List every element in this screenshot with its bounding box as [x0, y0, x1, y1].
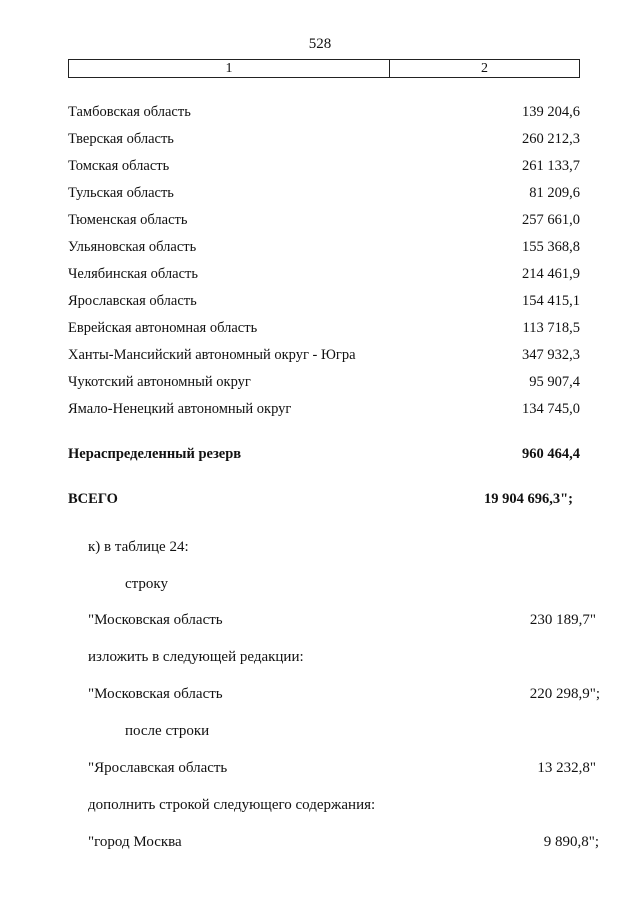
row-after-name: "Ярославская область — [88, 760, 228, 776]
row-old-value: 230 189,7" — [529, 612, 596, 628]
row-added-value: 9 890,8"; — [543, 834, 599, 850]
region-value: 257 661,0 — [522, 212, 580, 228]
region-name: Челябинская область — [68, 266, 198, 282]
amendment-line-after: после строки — [125, 723, 210, 739]
region-name: Тульская область — [68, 185, 174, 201]
region-name: Тюменская область — [68, 212, 188, 228]
region-name: Ульяновская область — [68, 239, 197, 255]
region-name: Ямало-Ненецкий автономный округ — [68, 401, 292, 417]
region-value: 81 209,6 — [529, 185, 580, 201]
amendment-line-row: строку — [125, 576, 168, 592]
region-value: 347 932,3 — [522, 347, 580, 363]
region-name: Томская область — [68, 158, 170, 174]
row-old-name: "Московская область — [88, 612, 223, 628]
row-new-name: "Московская область — [88, 686, 223, 702]
column-header-2: 2 — [481, 61, 488, 76]
region-name: Ярославская область — [68, 293, 197, 309]
region-value: 154 415,1 — [522, 293, 580, 309]
amendment-item: к) в таблице 24: — [88, 539, 189, 555]
page-number: 528 — [308, 36, 332, 52]
region-value: 134 745,0 — [522, 401, 580, 417]
region-name: Тамбовская область — [68, 104, 191, 120]
region-value: 260 212,3 — [522, 131, 580, 147]
row-added-name: "город Москва — [88, 834, 182, 850]
region-name: Чукотский автономный округ — [68, 374, 251, 390]
region-name: Ханты-Мансийский автономный округ - Югра — [68, 347, 356, 363]
total-value: 19 904 696,3"; — [483, 491, 573, 507]
row-after-value: 13 232,8" — [537, 760, 596, 776]
total-label: ВСЕГО — [68, 491, 118, 507]
reserve-label: Нераспределенный резерв — [68, 446, 242, 462]
amendment-line-edit: изложить в следующей редакции: — [88, 649, 304, 665]
region-name: Еврейская автономная область — [68, 320, 258, 336]
region-value: 113 718,5 — [522, 320, 580, 336]
region-value: 139 204,6 — [522, 104, 580, 120]
row-new-value: 220 298,9"; — [529, 686, 600, 702]
region-value: 95 907,4 — [529, 374, 580, 390]
reserve-value: 960 464,4 — [522, 446, 580, 462]
region-name: Тверская область — [68, 131, 174, 147]
column-header-1: 1 — [69, 60, 390, 77]
region-value: 214 461,9 — [522, 266, 580, 282]
region-value: 261 133,7 — [522, 158, 580, 174]
column-header-row — [68, 59, 580, 78]
amendment-line-add: дополнить строкой следующего содержания: — [88, 797, 376, 813]
region-value: 155 368,8 — [522, 239, 580, 255]
